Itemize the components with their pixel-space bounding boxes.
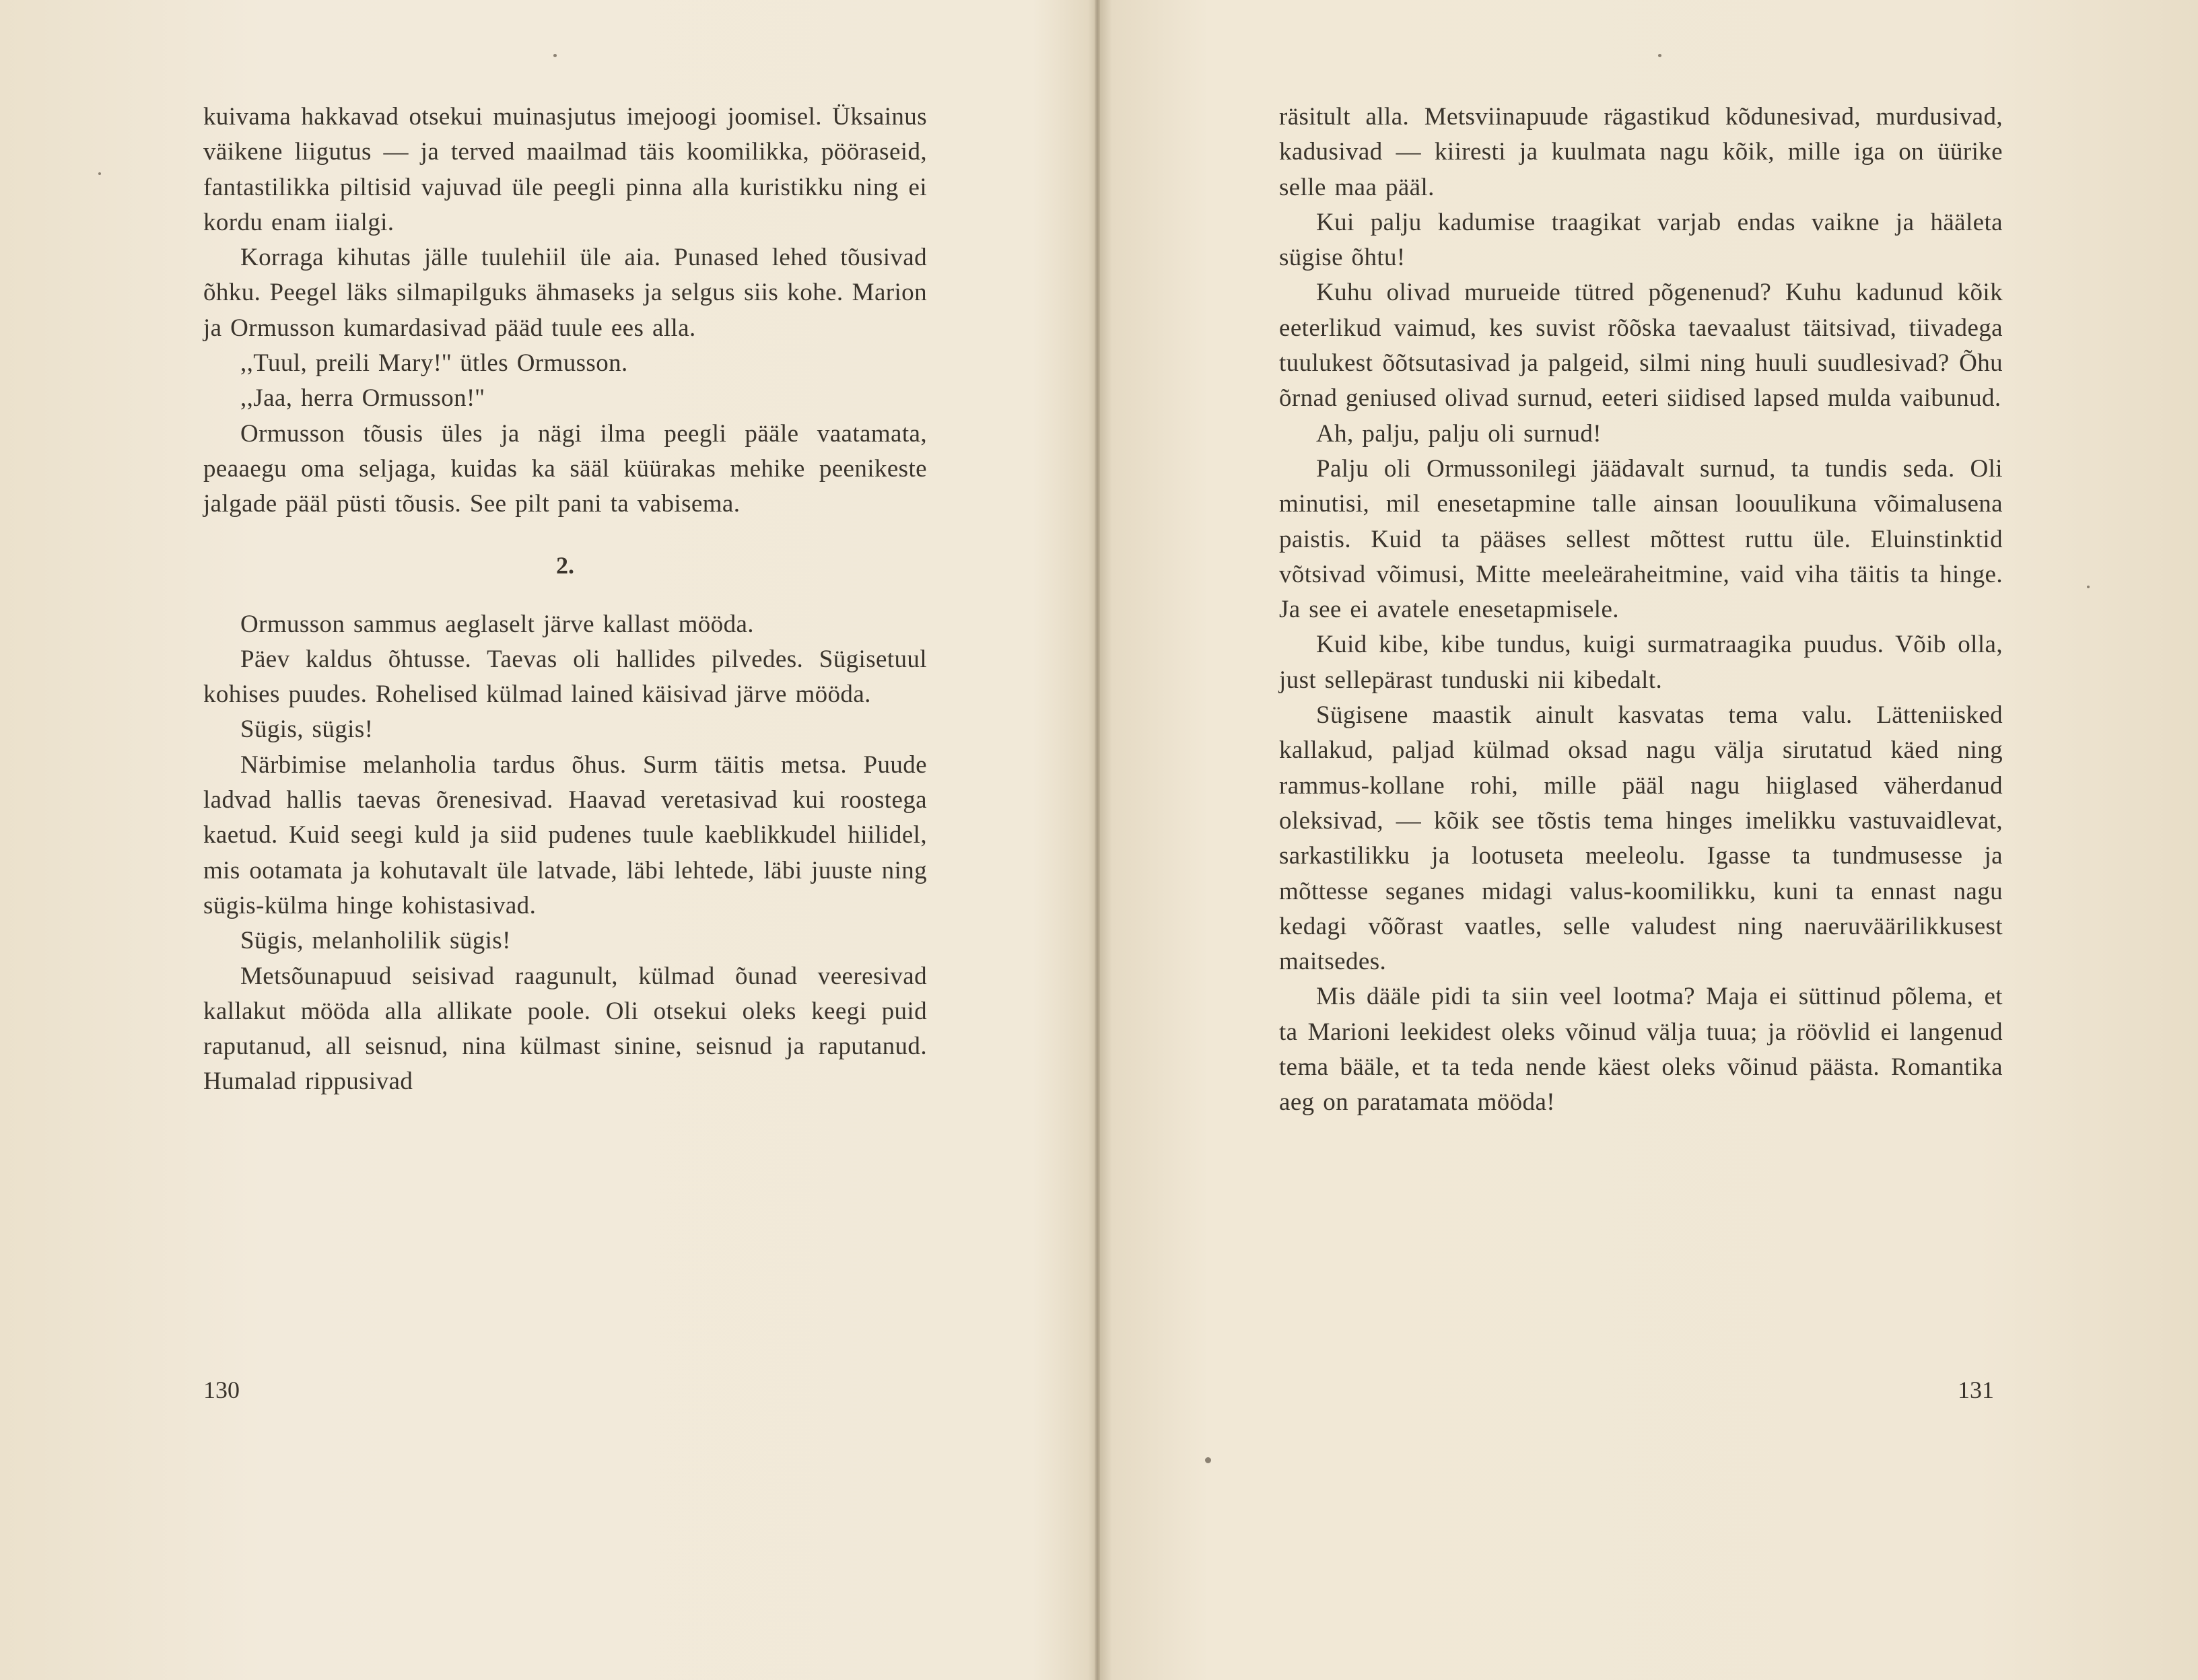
paragraph: ,,Tuul, preili Mary!'' ütles Ormusson. <box>240 349 628 378</box>
book-gutter <box>1095 0 1100 1680</box>
paper-speck <box>1205 1457 1211 1463</box>
right-page <box>1279 100 2003 1121</box>
paper-speck <box>2087 586 2090 588</box>
paragraph: Kui palju kadumise traagikat varjab endas vaikne ja hääleta sügise õhtu! <box>1279 208 2003 272</box>
left-page-text-before-section <box>203 100 927 522</box>
page-number-left: 130 <box>203 1376 240 1403</box>
paragraph: Päev kaldus õhtusse. Taevas oli hallides pilvedes. Sügisetuul kohises puudes. Rohelised külmad lained käisivad järve mööda. <box>203 645 927 709</box>
paragraph: kuivama hakkavad otsekui muinasjutus imejoogi joomisel. Üksainus väikene liigutus — ja terved maailmad täis koomilikka, pööraseid, fantastilikka piltisid vajuvad üle peegli pinna alla kuristikku ning ei kordu enam iialgi. <box>203 103 927 236</box>
left-page <box>203 100 927 1100</box>
paragraph: Kuhu olivad murueide tütred põgenenud? Kuhu kadunud kõik eeterlikud vaimud, kes suvist rõõska taevaalust täitsivad, tiivadega tuulukest õõtsutasivad ja palgeid, silmi ning huuli suudlesivad? Õhu õrnad geniused olivad surnud, eeteri siidised lapsed mulda vaibunud. <box>1279 279 2003 413</box>
paragraph: Ormusson tõusis üles ja nägi ilma peegli pääle vaatamata, peaaegu oma seljaga, kuidas ka sääl küürakas mehike peenikeste jalgade pääl püsti tõusis. See pilt pani ta vabisema. <box>203 419 927 518</box>
paragraph: Sügisene maastik ainult kasvatas tema valu. Lätteniisked kallakud, paljad külmad oksad nagu välja sirutatud käed ning rammus-kollane rohi, mille pääl nagu hiiglased väherdanud oleksivad, — kõik see tõstis tema hinges imelikku vastuvaidlevat, sarkastilikku ja lootuseta meeleolu. Igasse ta tundmusesse ja mõttesse seganes midagi valus-koomilikku, kuni ta ennast nagu kedagi võõrast vaatles, selle valudest ning naeruväärilikkusest maitsedes. <box>1279 701 2003 976</box>
left-page-text-after-section <box>203 607 927 1100</box>
paragraph: Kuid kibe, kibe tundus, kuigi surmatraagika puudus. Võib olla, just sellepärast tunduski nii kibedalt. <box>1279 631 2003 694</box>
paragraph: Sügis, sügis! <box>240 715 374 744</box>
paragraph: Palju oli Ormussonilegi jäädavalt surnud, ta tundis seda. Oli minutisi, mil enesetapmine talle ainsan loouulikuna võimalusena paistis. Kuid ta pääses sellest mõttest ruttu üle. Eluinstinktid võtsivad võimusi, Mitte meeleäraheitmine, vaid viha täitis ta hinge. Ja see ei avatele enesetapmisele. <box>1279 454 2003 624</box>
paragraph: Ormusson sammus aeglaselt järve kallast mööda. <box>240 610 754 638</box>
paragraph: Metsõunapuud seisivad raagunult, külmad õunad veeresivad kallakut mööda alla allikate poole. Oli otsekui oleks keegi puid raputanud, all seisnud, nina külmast sinine, seisnud ja raputanud. Humalad rippusivad <box>203 962 927 1096</box>
paper-speck <box>1658 54 1661 57</box>
paper-speck <box>98 172 101 175</box>
paragraph: Ah, palju, palju oli surnud! <box>1316 419 1602 448</box>
right-page-text <box>1279 100 2003 1121</box>
paragraph: Mis dääle pidi ta siin veel lootma? Maja ei süttinud põlema, et ta Marioni leekidest oleks võinud välja tuua; ja röövlid ei langenud tema bääle, et ta teda nende käest oleks võinud päästa. Romantika aeg on paratamata mööda! <box>1279 983 2003 1117</box>
paragraph: ,,Jaa, herra Ormusson!'' <box>240 384 485 413</box>
paper-speck <box>553 54 557 57</box>
paragraph: Sügis, melanholilik sügis! <box>240 927 511 955</box>
page-number-right: 131 <box>1958 1376 1994 1403</box>
paragraph: räsitult alla. Metsviinapuude rägastikud kõdunesivad, murdusivad, kadusivad — kiiresti ja kuulmata nagu kõik, mille iga on üürike selle maa pääl. <box>1279 103 2003 201</box>
paragraph: Närbimise melanholia tardus õhus. Surm täitis metsa. Puude ladvad hallis taevas õrenesivad. Haavad veretasivad kui roostega kaetud. Kuid seegi kuld ja siid pudenes tuule kaeblikkudel hiilidel, mis ootamata ja kohutavalt üle latvade, läbi lehtede, läbi juuste ning sügis-külma hinge kohistasivad. <box>203 750 927 919</box>
paragraph: Korraga kihutas jälle tuulehiil üle aia. Punased lehed tõusivad õhku. Peegel läks silmapilguks ähmaseks ja selgus siis kohe. Marion ja Ormusson kumardasivad pääd tuule ees alla. <box>203 244 927 342</box>
section-number: 2. <box>556 551 574 579</box>
